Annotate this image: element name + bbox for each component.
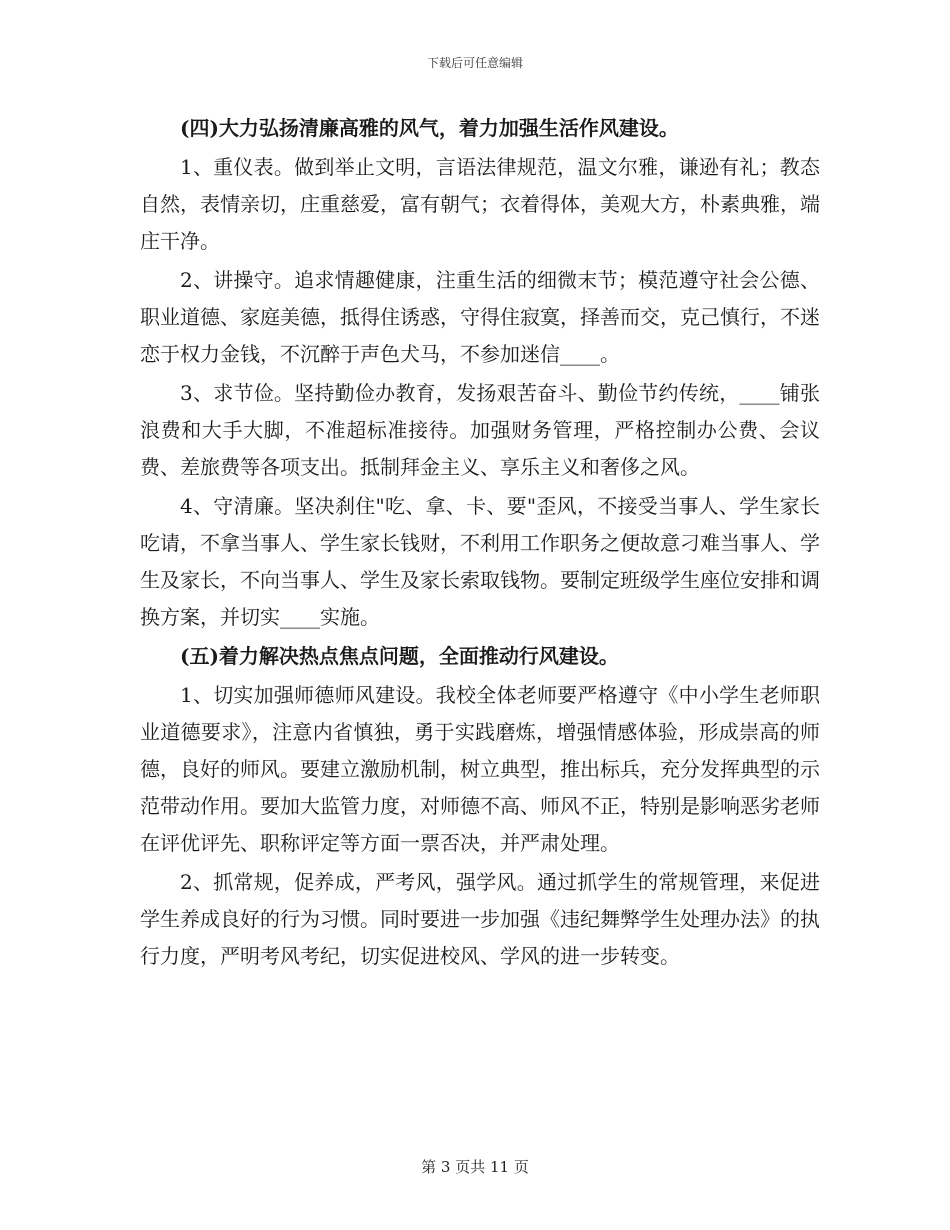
page-footer: 第 3 页共 11 页 — [421, 1158, 529, 1176]
paragraph-study-discipline: 2、抓常规，促养成，严考风，强学风。通过抓学生的常规管理，来促进学生养成良好的行为习惯。同时要进一步加强《违纪舞弊学生处理办法》的执行力度，严明考风考纪，切实促进校风、学风的进一步转变。 — [140, 870, 820, 968]
page-header: 下载后可任意编辑 — [426, 56, 523, 70]
paragraph-appearance: 1、重仪表。做到举止文明，言语法律规范，温文尔雅，谦逊有礼；教态自然，表情亲切，庄重慈爱，富有朝气；衣着得体，美观大方，朴素典雅，端庄干净。 — [140, 155, 820, 253]
paragraph-frugality: 3、求节俭。坚持勤俭办教育，发扬艰苦奋斗、勤俭节约传统，____铺张浪费和大手大脚，不准超标准接待。加强财务管理，严格控制办公费、会议费、差旅费等各项支出。抵制拜金主义、享乐主义和奢侈之风。 — [140, 381, 820, 479]
paragraph-honesty: 4、守清廉。坚决刹住"吃、拿、卡、要"歪风，不接受当事人、学生家长吃请，不拿当事人、学生家长钱财，不利用工作职务之便故意刁难当事人、学生及家长，不向当事人、学生及家长索取钱物。要制定班级学生座位安排和调换方案，并切实____实施。 — [140, 494, 820, 629]
paragraph-integrity: 2、讲操守。追求情趣健康，注重生活的细微末节；模范遵守社会公德、职业道德、家庭美德，抵得住诱惑，守得住寂寞，择善而交，克己慎行，不迷恋于权力金钱，不沉醉于声色犬马，不参加迷信____。 — [140, 268, 820, 366]
section-heading-5: (五)着力解决热点焦点问题，全面推动行风建设。 — [180, 644, 619, 668]
section-heading-4: (四)大力弘扬清廉高雅的风气，着力加强生活作风建设。 — [180, 116, 679, 140]
paragraph-teacher-ethics: 1、切实加强师德师风建设。我校全体老师要严格遵守《中小学生老师职业道德要求》，注意内省慎独，勇于实践磨炼，增强情感体验，形成崇高的师德，良好的师风。要建立激励机制，树立典型，推出标兵，充分发挥典型的示范带动作用。要加大监管力度，对师德不高、师风不正，特别是影响恶劣老师在评优评先、职称评定等方面一票否决，并严肃处理。 — [140, 683, 820, 855]
document-body — [140, 110, 820, 977]
